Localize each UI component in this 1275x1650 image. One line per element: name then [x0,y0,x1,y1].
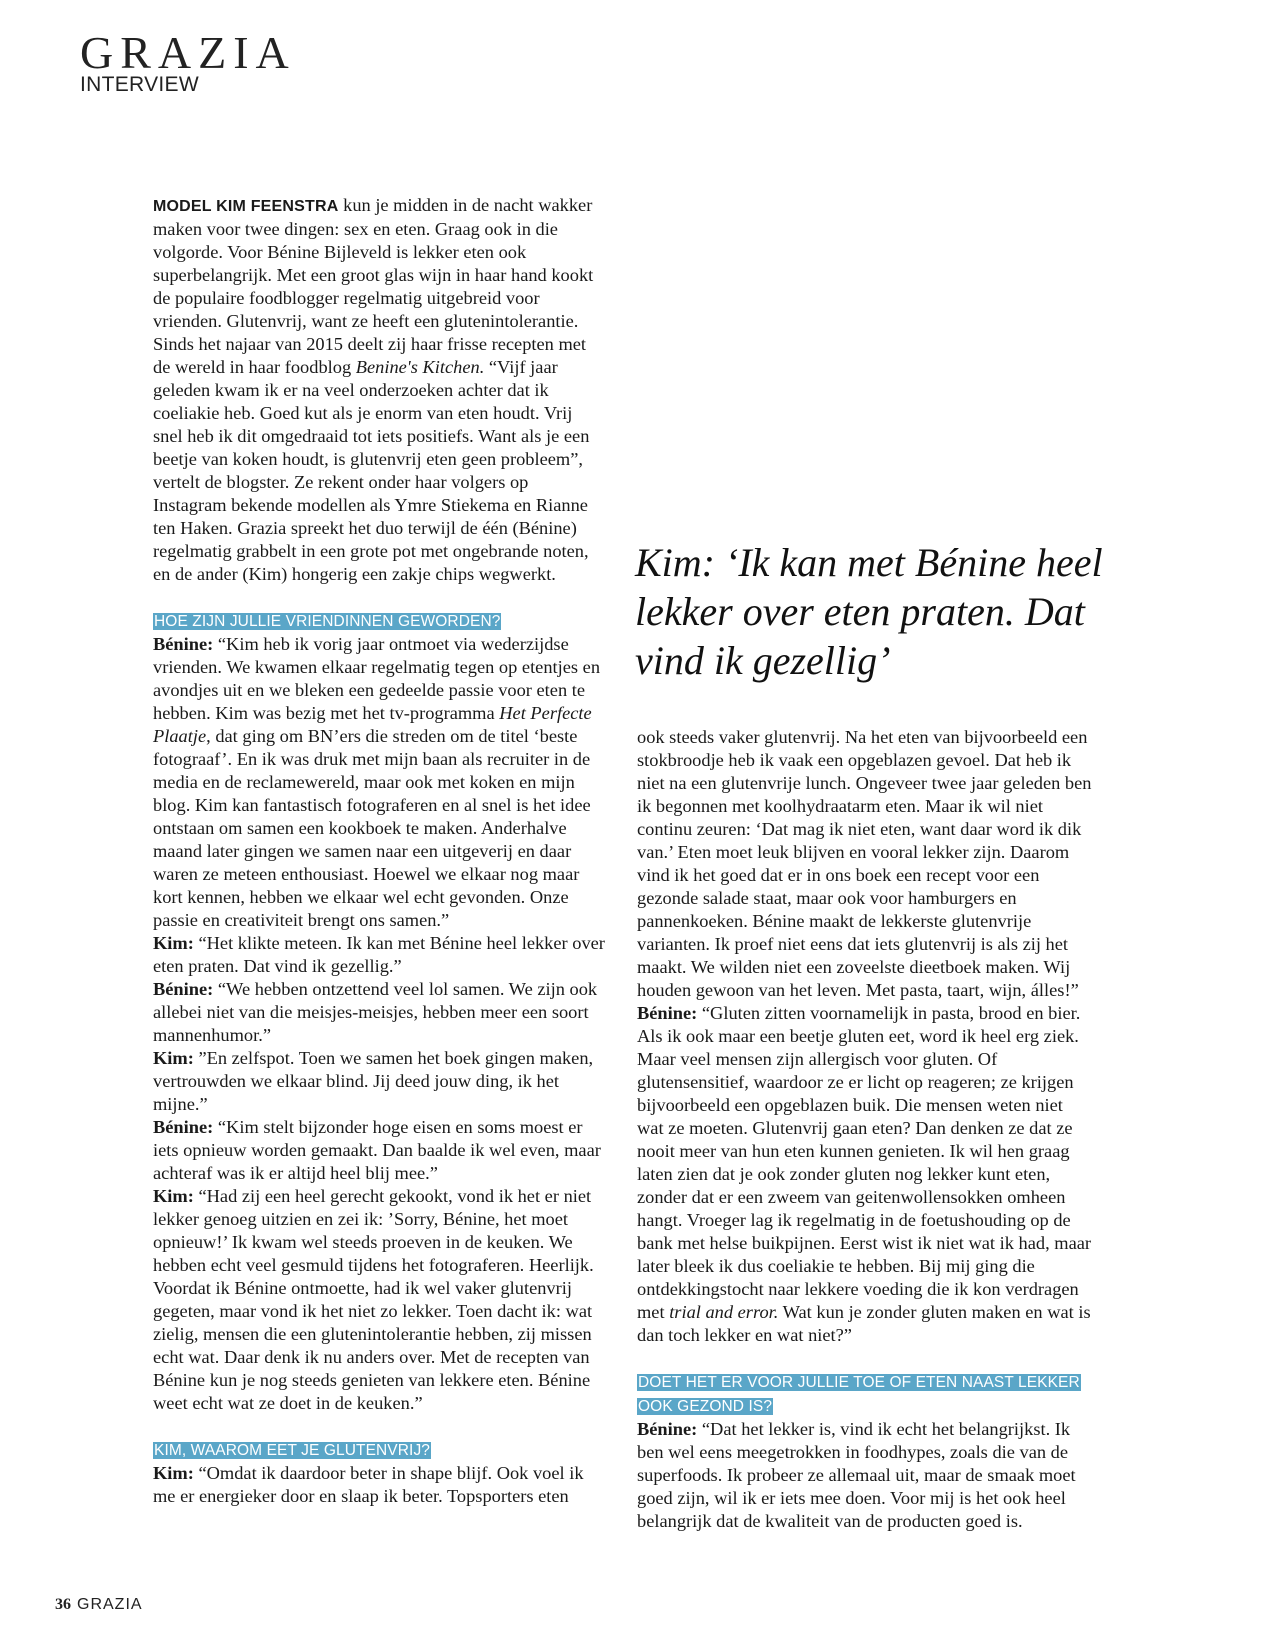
pull-quote: Kim: ‘Ik kan met Bénine heel lekker over eten praten. Dat vind ik gezellig’ [635,540,1103,683]
question-1 [153,609,605,633]
answer [153,1047,605,1116]
question-heading: DOET HET ER VOOR JULLIE TOE OF ETEN NAAST LEKKER OOK GEZOND IS? [638,1374,1080,1415]
answer [153,932,605,978]
intro-paragraph [153,194,605,586]
question-heading: KIM, WAAROM EET JE GLUTENVRIJ? [154,1442,431,1459]
question-heading: HOE ZIJN JULLIE VRIENDINNEN GEWORDEN? [154,613,501,630]
answer-continued [637,726,1092,1002]
answer-text: ”En zelfspot. Toen we samen het boek gingen maken, vertrouwden we elkaar blind. Jij deed jouw ding, ik het mijne.” [153,1048,594,1114]
intro-text-continued: “Vijf jaar geleden kwam ik er na veel onderzoeken achter dat ik coeliakie heb. Goed kut als je enorm van eten houdt. Vrij snel heb ik dit omgedraaid tot iets positiefs. Want als je een beetje van koken houdt, is glutenvrij eten geen probleem”, vertelt de blogster. Ze rekent onder haar volgers op Instagram bekende modellen als Ymre Stiekema en Rianne ten Haken. Grazia spreekt het duo terwijl de één (Bénine) regelmatig grabbelt in een grote pot met ongebrande noten, en de ander (Kim) hongerig een zakje chips wegwerkt. [153,357,590,584]
right-column [637,726,1092,1533]
speaker-label: Bénine: [153,979,214,999]
answer [637,1418,1092,1533]
speaker-label: Kim: [153,1048,194,1068]
answer-text: “Kim heb ik vorig jaar ontmoet via wederzijdse vrienden. We kwamen elkaar regelmatig tegen op etentjes en avondjes uit en we bleken een gedeelde passie voor eten te hebben. Kim was bezig met het tv-programma [153,634,601,723]
show-title: Het Perfecte Plaatje [153,703,592,746]
page-number: 36 [55,1596,71,1613]
speaker-label: Bénine: [153,634,214,654]
question-2 [153,1438,605,1462]
italic-phrase: trial and error. [669,1302,779,1322]
blog-name: Benine's Kitchen. [355,357,485,377]
answer-text: “Gluten zitten voornamelijk in pasta, brood en bier. Als ik ook maar een beetje gluten eet, word ik heel erg ziek. Maar veel mensen zijn allergisch voor gluten. Of glutensensitief, waardoor ze er licht op reageren; ze krijgen bijvoorbeeld een opgeblazen buik. Die mensen weten niet wat ze moeten. Glutenvrij gaan eten? Dan denken ze dat ze nooit meer van hun eten kunnen genieten. Ik wil hen graag laten zien dat je ook zonder gluten nog lekker kunt eten, zonder dat er een zweem van geitenwollensokken omheen hangt. Vroeger lag ik regelmatig in de foetushouding op de bank met helse buikpijnen. Eerst wist ik niet wat ik had, maar later bleek ik dus coeliakie te hebben. Bij mij ging die ontdekkingstocht naar lekkere voeding die ik kon verdragen met [637,1003,1092,1322]
left-column [153,194,605,1508]
speaker-label: Bénine: [637,1419,698,1439]
answer-text: Wat kun je zonder gluten maken en wat is dan toch lekker en wat niet?” [637,1302,1091,1345]
answer [153,1185,605,1415]
answer-text: , dat ging om BN’ers die streden om de titel ‘beste fotograaf’. En ik was druk met mijn baan als recruiter in de media en de reclamewereld, maar ook met koken en mijn blog. Kim kan fantastisch fotograferen en al snel is het idee ontstaan om samen een kookboek te maken. Anderhalve maand later gingen we samen naar een uitgeverij en daar waren ze meteen enthousiast. Hoewel we elkaar nog maar kort kennen, hebben we elkaar wel echt gevonden. Onze passie en creativiteit brengt ons samen.” [153,726,591,930]
speaker-label: Bénine: [153,1117,214,1137]
masthead [80,27,296,96]
answer-text: “Omdat ik daardoor beter in shape blijf. Ook voel ik me er energieker door en slaap ik beter. Topsporters eten [153,1463,584,1506]
answer-text: “We hebben ontzettend veel lol samen. We zijn ook allebei niet van die meisjes-meisjes, hebben meer een soort mannenhumor.” [153,979,598,1045]
answer [153,1116,605,1185]
answer-text: “Dat het lekker is, vind ik echt het belangrijkst. Ik ben wel eens meegetrokken in foodhypes, zoals die van de superfoods. Ik probeer ze allemaal uit, maar de smaak moet goed zijn, wil ik er iets mee doen. Voor mij is het ook heel belangrijk dat de kwaliteit van de producten goed is. [637,1419,1076,1531]
answer [153,1462,605,1508]
page-footer [55,1596,143,1614]
intro-lead: MODEL KIM FEENSTRA [153,198,339,215]
section-label: INTERVIEW [80,73,199,96]
answer [153,633,605,932]
answer-text: “Had zij een heel gerecht gekookt, vond ik het er niet lekker genoeg uitzien en zei ik: ’Sorry, Bénine, het moet opnieuw!’ Ik kwam wel steeds proeven in de keuken. We hebben echt veel gesmuld tijdens het fotograferen. Heerlijk. Voordat ik Bénine ontmoette, had ik wel vaker glutenvrij gegeten, maar vond ik het niet zo lekker. Toen dacht ik: wat zielig, mensen die een glutenintolerantie hebben, zij missen echt wat. Daar denk ik nu anders over. Met de recepten van Bénine kun je nog steeds genieten van lekkere eten. Bénine weet echt wat ze doet in de keuken.” [153,1186,594,1413]
speaker-label: Kim: [153,1463,194,1483]
answer-text: “Het klikte meteen. Ik kan met Bénine heel lekker over eten praten. Dat vind ik gezellig.” [153,933,605,976]
question-3 [637,1370,1092,1418]
footer-brand: GRAZIA [77,1596,143,1613]
intro-text: kun je midden in de nacht wakker maken voor twee dingen: sex en eten. Graag ook in die volgorde. Voor Bénine Bijleveld is lekker eten ook superbelangrijk. Met een groot glas wijn in haar hand kookt de populaire foodblogger regelmatig uitgebreid voor vrienden. Glutenvrij, want ze heeft een glutenintolerantie. Sinds het najaar van 2015 deelt zij haar frisse recepten met de wereld in haar foodblog [153,195,594,377]
speaker-label: Bénine: [637,1003,698,1023]
speaker-label: Kim: [153,933,194,953]
answer-text: “Kim stelt bijzonder hoge eisen en soms moest er iets opnieuw worden gemaakt. Dan baalde ik wel even, maar achteraf was ik er altijd heel blij mee.” [153,1117,601,1183]
speaker-label: Kim: [153,1186,194,1206]
answer [637,1002,1092,1347]
answer-text: ook steeds vaker glutenvrij. Na het eten van bijvoorbeeld een stokbroodje heb ik vaak een opgeblazen gevoel. Dat heb ik niet na een glutenvrije lunch. Ongeveer twee jaar geleden ben ik begonnen met koolhydraatarm eten. Maar ik wil niet continu zeuren: ‘Dat mag ik niet eten, want daar word ik dik van.’ Eten moet leuk blijven en vooral lekker zijn. Daarom vind ik het goed dat er in ons boek een recept voor een gezonde salade staat, maar ook voor hamburgers en pannenkoeken. Bénine maakt de lekkerste glutenvrije varianten. Ik proef niet eens dat iets glutenvrij is als zij het maakt. We wilden niet een zoveelste dieetboek maken. Wij houden gewoon van het leven. Met pasta, taart, wijn, álles!” [637,727,1092,1000]
magazine-logo: GRAZIA [80,27,296,78]
answer [153,978,605,1047]
